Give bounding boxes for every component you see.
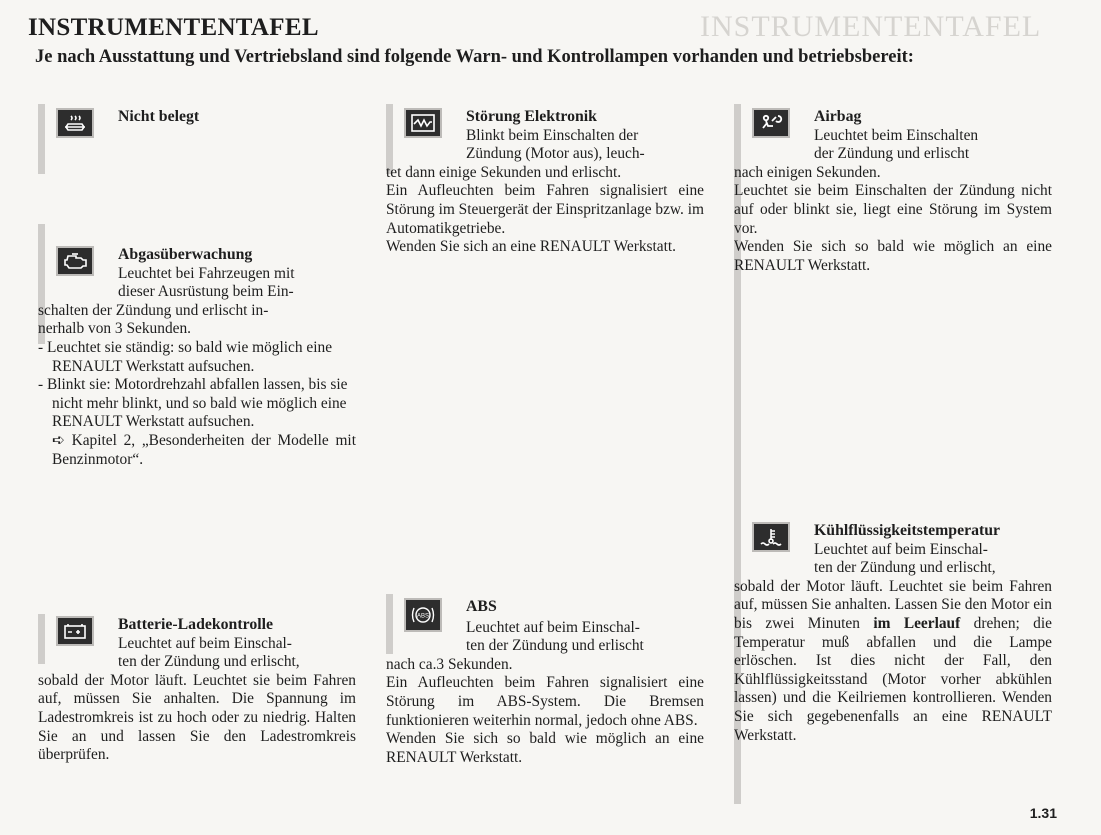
column-1 [38, 104, 356, 805]
section-stoerung-elektronik [386, 108, 704, 257]
section-text: Zündung (Motor aus), leuch- [466, 145, 645, 163]
section-text: ten der Zündung und erlischt, [118, 653, 300, 671]
column-3 [734, 104, 1054, 805]
section-text: Leuchtet auf beim Einschal- [118, 634, 292, 652]
column-2 [386, 104, 706, 805]
page-title: INSTRUMENTENTAFEL [28, 14, 319, 41]
reference-arrow-icon: ➪ [52, 431, 65, 449]
electronics-fault-icon [404, 108, 442, 138]
section-text: schalten der Zündung und erlischt in- [38, 301, 269, 319]
svg-text:ABS: ABS [416, 613, 430, 620]
section-text: Blinkt beim Einschalten der [466, 126, 639, 144]
section-abgasueberwachung [38, 246, 356, 469]
abs-icon [404, 598, 442, 632]
section-heading: Airbag [814, 108, 862, 125]
section-text: ten der Zündung und erlischt, [814, 559, 996, 577]
airbag-icon [752, 108, 790, 138]
glow-plug-icon [56, 108, 94, 138]
section-text: ten der Zündung und erlischt [466, 637, 644, 655]
section-text-part: drehen; die Temperatur muß abfallen und die Lampe erlöschen. Ist dies nicht der Fall, den Kühlflüssigkeitsstand (Motor vorher abkühlen lassen) und die Keilriemen kontrollieren. Wenden Sie sich gegebenenfalls an eine RENAULT Werkstatt. [734, 614, 1052, 744]
page-number: 1.31 [1029, 805, 1057, 821]
section-text: Wenden Sie sich an eine RENAULT Werkstatt. [386, 238, 677, 256]
section-text [734, 578, 1052, 745]
section-text: sobald der Motor läuft. Leuchtet sie beim Fahren auf, müssen Sie anhalten. Die Spannung im Ladestromkreis ist zu hoch oder zu niedrig. Halten Sie an und lassen Sie den Ladestromkreis überprüfen. [38, 671, 356, 764]
section-text: dieser Ausrüstung beim Ein- [118, 283, 294, 301]
emphasis-text: im Leerlauf [873, 614, 961, 632]
column-marker [38, 614, 45, 664]
section-text: Leuchtet beim Einschalten [814, 126, 979, 144]
bullet-item: - Blinkt sie: Motordrehzahl abfallen lassen, bis sie nicht mehr blinkt, und so bald wie möglich eine RENAULT Werkstatt aufsuchen. [38, 376, 348, 431]
section-heading: Batterie-Ladekontrolle [118, 616, 274, 633]
section-heading: Abgasüberwachung [118, 246, 253, 263]
section-text: der Zündung und erlischt [814, 145, 970, 163]
section-text-part: sobald der Motor läuft. Leuchtet sie beim Fahren auf, müssen Sie anhalten. Lassen Sie den Motor ein bis zwei Minuten [734, 577, 1053, 632]
section-text: Leuchtet bei Fahrzeugen mit [118, 264, 295, 282]
section-text: nerhalb von 3 Sekunden. [38, 320, 192, 338]
section-heading: ABS [466, 598, 497, 615]
cross-reference [38, 432, 356, 469]
section-text: Ein Aufleuchten beim Fahren signalisiert eine Störung im Steuergerät der Einspritzanlage bzw. im Automatikgetriebe. [386, 182, 704, 237]
section-text: Wenden Sie sich so bald wie möglich an eine RENAULT Werkstatt. [734, 238, 1052, 274]
section-batterie-ladekontrolle [38, 616, 356, 765]
reference-text: Kapitel 2, „Besonderheiten der Modelle mit Benzinmotor“. [52, 431, 356, 468]
section-text: Ein Aufleuchten beim Fahren signalisiert eine Störung im ABS-System. Die Bremsen funktionieren weiterhin normal, jedoch ohne ABS. [386, 674, 704, 729]
engine-check-icon [56, 246, 94, 276]
page-subtitle: Je nach Ausstattung und Vertriebsland sind folgende Warn- und Kontrollampen vorhanden und betriebsbereit: [35, 47, 914, 67]
section-text: Wenden Sie sich so bald wie möglich an eine RENAULT Werkstatt. [386, 730, 704, 766]
section-text: Leuchtet sie beim Einschalten der Zündung nicht auf oder blinkt sie, liegt eine Störung im System vor. [734, 182, 1052, 237]
section-kuehlfluessigkeitstemperatur [734, 522, 1053, 745]
section-airbag [734, 108, 1052, 275]
column-marker [386, 594, 393, 654]
section-heading: Nicht belegt [118, 108, 200, 125]
bleed-through-text: INSTRUMENTENTAFEL [700, 10, 1042, 43]
section-text: tet dann einige Sekunden und erlischt. [386, 163, 622, 181]
section-heading: Störung Elektronik [466, 108, 597, 125]
section-abs [386, 598, 704, 767]
bullet-item: - Leuchtet sie ständig: so bald wie möglich eine RENAULT Werkstatt aufsuchen. [38, 338, 333, 375]
battery-icon [56, 616, 94, 646]
section-text: nach ca.3 Sekunden. [386, 655, 513, 673]
section-text: nach einigen Sekunden. [734, 163, 881, 181]
section-nicht-belegt [56, 108, 356, 127]
column-marker [38, 104, 45, 174]
section-heading: Kühlflüssigkeitstemperatur [814, 522, 1001, 539]
section-text: Leuchtet auf beim Einschal- [466, 618, 640, 636]
section-text: Leuchtet auf beim Einschal- [814, 540, 988, 558]
coolant-temperature-icon [752, 522, 790, 552]
